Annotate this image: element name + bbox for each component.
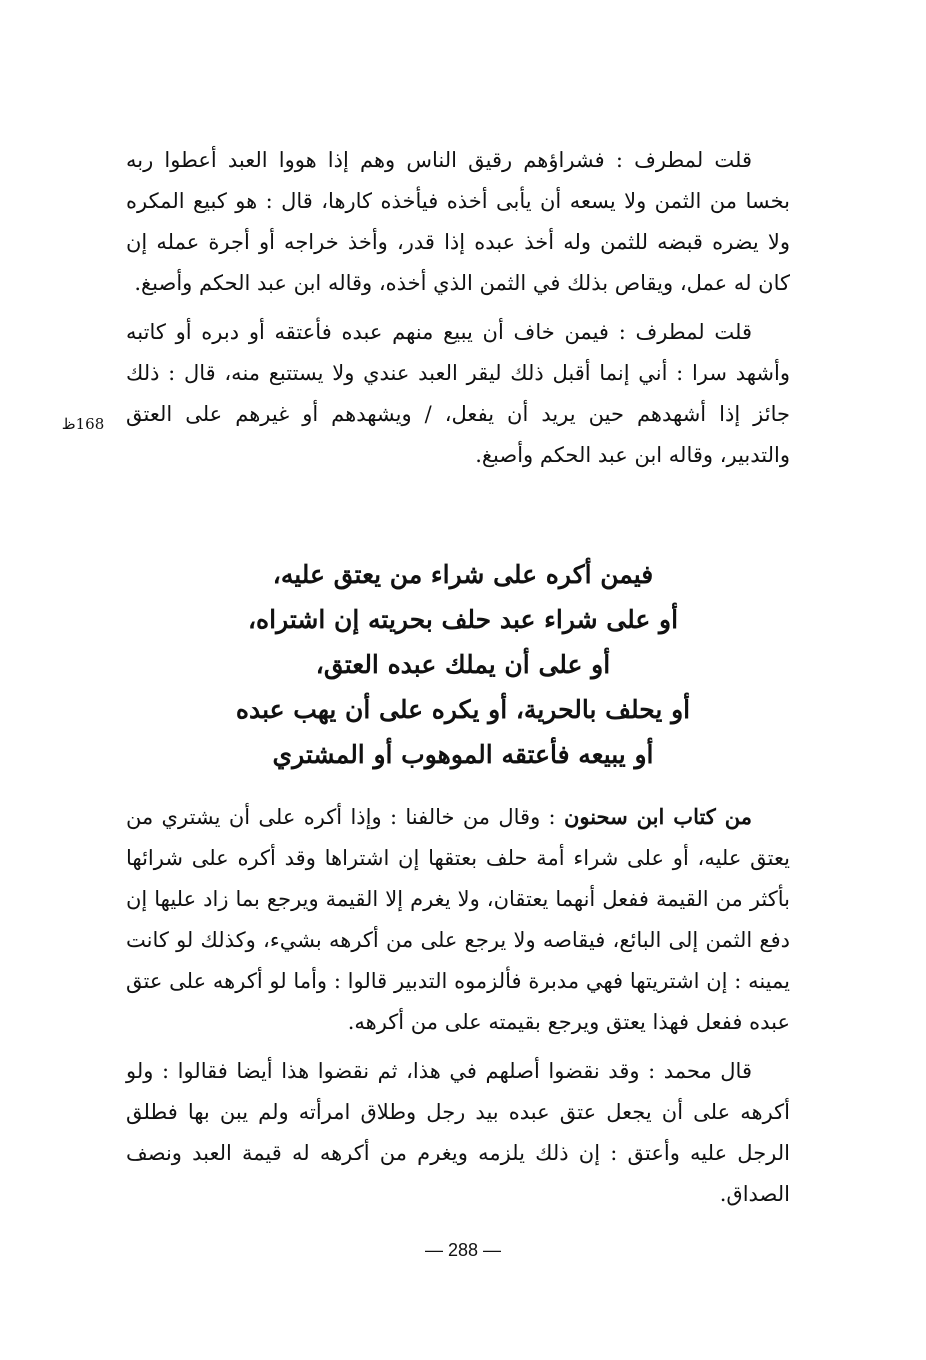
section-before-heading — [126, 140, 790, 476]
paragraph-ibn-sahnun-text: : وقال من خالفنا : وإذا أكره على أن يشتري من يعتق عليه، أو على شراء أمة حلف بعتقها إن اشتراها وقد أكره على شرائها بأكثر من القيمة ففعل أنهما يعتقان، ولا يغرم إلا القيمة ويرجع بما زاد عليها إن دفع الثمن إلى البائع، فيقاصه ولا يرجع على من أكرهه بشيء، وكذلك لو كانت يمينه : إن اشتريتها فهي مدبرة فألزموه التدبير قالوا : وأما لو أكرهه على عتق عبده ففعل فهذا يعتق ويرجع بقيمته على من أكرهه. — [126, 805, 790, 1034]
section-after-heading — [126, 796, 790, 1215]
heading-line-1: فيمن أكره على شراء من يعتق عليه، — [272, 560, 654, 589]
heading-line-2: أو على شراء عبد حلف بحريته إن اشتراه، — [247, 605, 679, 634]
paragraph-muhammad: قال محمد : وقد نقضوا أصلهم في هذا، ثم نقضوا هذا أيضا فقالوا : ولو أكرهه على أن يجعل عتق عبده بيد رجل وطلاق امرأته ولم يبن بها فطلق الرجل عليه وأعتق : إن ذلك يلزمه ويغرم من أكرهه له قيمة العبد ونصف الصداق. — [126, 1059, 790, 1206]
paragraph-ibn-sahnun — [126, 796, 790, 1043]
heading-line-3: أو على أن يملك عبده العتق، — [315, 650, 611, 679]
heading-line-5: أو يبيعه فأعتقه الموهوب أو المشتري — [272, 740, 654, 769]
chapter-heading — [150, 552, 776, 777]
source-label: من كتاب ابن سحنون — [563, 804, 752, 829]
page-number: — 288 — — [424, 1240, 502, 1260]
paragraph-mutarrif-1: قلت لمطرف : فشراؤهم رقيق الناس وهم إذا هووا العبد أعطوا ربه بخسا من الثمن ولا يسعه أن يأبى أخذه فيأخذه كارها، قال : هو كبيع المكره ولا يضره قبضه للثمن وله أخذ عبده إذا قدر، وأخذ خراجه أو أجرة عمله إن كان له عمل، ويقاص بذلك في الثمن الذي أخذه، وقاله ابن عبد الحكم وأصبغ. — [126, 148, 790, 295]
heading-line-4: أو يحلف بالحرية، أو يكره على أن يهب عبده — [235, 695, 691, 724]
paragraph-mutarrif-2: قلت لمطرف : فيمن خاف أن يبيع منهم عبده فأعتقه أو دبره أو كاتبه وأشهد سرا : أني إنما أقبل ذلك ليقر العبد عندي ولا يستتبع منه، قال : ذلك جائز إذا أشهدهم حين يريد أن يفعل، / ويشهدهم أو غيرهم على العتق والتدبير، وقاله ابن عبد الحكم وأصبغ. — [126, 320, 790, 467]
margin-folio-note: 168ظ — [61, 415, 105, 433]
